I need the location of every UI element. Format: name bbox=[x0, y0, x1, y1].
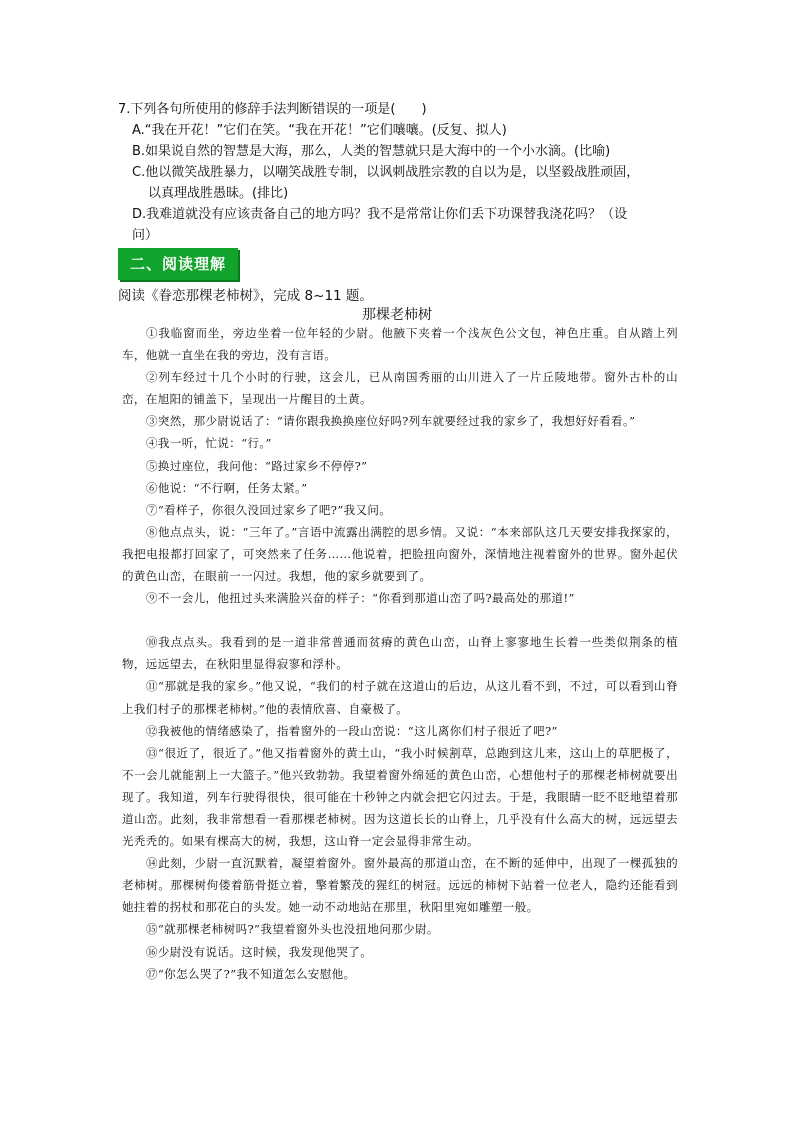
paragraph-12: ⑫我被他的情绪感染了，指着窗外的一段山峦说：“这儿离你们村子很近了吧?” bbox=[146, 723, 558, 738]
option-d-continued: 问） bbox=[132, 228, 159, 243]
paragraph-8: ⑧他点点头，说：“三年了。”言语中流露出满腔的思乡情。又说：“本来部队这几天要安排我探家的，我把电报都打回家了，可突然来了任务……他说着，把脸扭向窗外，深情地注视着窗外的世界。窗外起伏的黄色山峦，在眼前一一闪过。我想，他的家乡就要到了。 bbox=[122, 524, 678, 584]
section-heading-badge: 二、阅读理解 bbox=[118, 248, 238, 280]
paragraph-9: ⑨不一会儿，他扭过头来满脸兴奋的样子：“你看到那道山峦了吗?最高处的那道!” bbox=[146, 591, 575, 606]
paragraph-7: ⑦“看样子，你很久没回过家乡了吧?”我又问。 bbox=[146, 502, 392, 517]
question-stem: 7.下列各句所使用的修辞手法判断错误的一项是( ) bbox=[118, 102, 427, 117]
paragraph-10: ⑩我点点头。我看到的是一道非常普通而贫瘠的黄色山峦，山脊上寥寥地生长着一些类似荆条的植物，远远望去，在秋阳里显得寂寥和浮朴。 bbox=[122, 635, 678, 672]
paragraph-17: ⑰“你怎么哭了?”我不知道怎么安慰他。 bbox=[146, 966, 356, 981]
option-b: B.如果说自然的智慧是大海，那么，人类的智慧就只是大海中的一个小水滴。(比喻) bbox=[132, 144, 611, 159]
paragraph-3: ③突然，那少尉说话了：“请你跟我换换座位好吗?列车就要经过我的家乡了，我想好好看看。” bbox=[146, 414, 636, 429]
option-a: A.“我在开花！”它们在笑。“我在开花！”它们嚷嚷。(反复、拟人) bbox=[132, 123, 507, 138]
passage-title: 那棵老柿树 bbox=[362, 307, 432, 323]
paragraph-6: ⑥他说：“不行啊，任务太紧。” bbox=[146, 480, 308, 495]
paragraph-4: ④我一听，忙说：“行。” bbox=[146, 436, 272, 451]
paragraph-1: ①我临窗而坐，旁边坐着一位年轻的少尉。他腋下夹着一个浅灰色公文包，神色庄重。自从踏上列车，他就一直坐在我的旁边，没有言语。 bbox=[122, 326, 678, 363]
paragraph-11: ⑪“那就是我的家乡。”他又说，“我们的村子就在这道山的后边，从这儿看不到，不过，可以看到山脊上我们村子的那棵老柿树。”他的表情欣喜、自豪极了。 bbox=[122, 679, 678, 716]
paragraph-15: ⑮“就那棵老柿树吗?”我望着窗外头也没扭地问那少尉。 bbox=[146, 922, 439, 937]
paragraph-13: ⑬“很近了，很近了。”他又指着窗外的黄土山，“我小时候割草，总跑到这儿来，这山上的草肥极了，不一会儿就能割上一大篮子。”他兴致勃勃。我望着窗外绵延的黄色山峦，心想他村子的那棵老柿树就要出现了。我知道，列车行驶得很快，很可能在十秒钟之内就会把它闪过去。于是，我眼睛一眨不眨地望着那道山峦。此刻，我非常想看一看那棵老柿树。因为这道长长的山脊上，几乎没有什么高大的树，远远望去光秃秃的。如果有棵高大的树，我想，这山脊一定会显得非常生动。 bbox=[122, 745, 678, 849]
reading-instruction: 阅读《眷恋那棵老柿树》，完成 8~11 题。 bbox=[118, 288, 373, 304]
option-c-continued: 以真理战胜愚昧。(排比) bbox=[148, 186, 289, 201]
paragraph-16: ⑯少尉没有说话。这时候，我发现他哭了。 bbox=[146, 944, 373, 959]
paragraph-2: ②列车经过十几个小时的行驶，这会儿，已从南国秀丽的山川进入了一片丘陵地带。窗外古朴的山峦，在旭阳的铺盖下，呈现出一片醒目的土黄。 bbox=[122, 370, 678, 407]
passage-body bbox=[122, 322, 678, 985]
option-d: D.我难道就没有应该责备自己的地方吗？我不是常常让你们丢下功课替我浇花吗？（设 bbox=[132, 207, 628, 222]
paragraph-5: ⑤换过座位，我问他：“路过家乡不停停?” bbox=[146, 458, 368, 473]
paragraph-14: ⑭此刻，少尉一直沉默着，凝望着窗外。窗外最高的那道山峦，在不断的延伸中，出现了一棵孤独的老柿树。那棵树佝偻着筋骨挺立着，擎着繁茂的猩红的树冠。远远的柿树下站着一位老人，隐约还能看到她拄着的拐杖和那花白的头发。她一动不动地站在那里，秋阳里宛如雕塑一般。 bbox=[122, 856, 678, 915]
question-7 bbox=[118, 99, 693, 246]
option-c: C.他以微笑战胜暴力，以嘲笑战胜专制，以讽刺战胜宗教的自以为是，以坚毅战胜顽固， bbox=[132, 165, 640, 180]
